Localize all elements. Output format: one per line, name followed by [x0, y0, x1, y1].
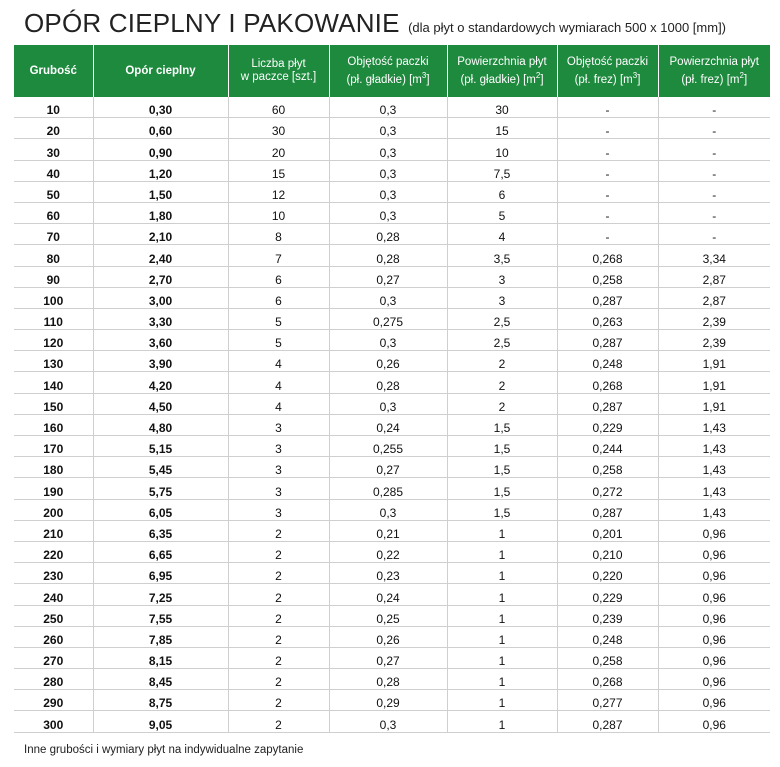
table-row — [14, 393, 770, 414]
col-pack-volume-smooth-cell: 0,285 — [329, 478, 447, 499]
footer-note: Inne grubości i wymiary płyt na indywidualne zapytanie — [24, 744, 304, 756]
col-boards-per-pack-cell: 2 — [228, 647, 329, 668]
col-board-area-smooth-cell: 1 — [447, 626, 557, 647]
col-thickness-cell: 150 — [14, 393, 93, 414]
col-thermal-resistance-cell: 8,75 — [93, 690, 228, 711]
col-thickness-cell: 120 — [14, 330, 93, 351]
col-thermal-resistance-cell: 7,85 — [93, 626, 228, 647]
col-board-area-milled-cell: 1,91 — [658, 351, 770, 372]
col-boards-per-pack-cell: 2 — [228, 520, 329, 541]
col-pack-volume-milled-cell: 0,287 — [557, 330, 658, 351]
col-thickness-header: Grubość — [14, 45, 93, 97]
col-board-area-milled-cell: - — [658, 202, 770, 223]
col-pack-volume-milled-cell: 0,239 — [557, 605, 658, 626]
col-boards-per-pack-cell: 3 — [228, 436, 329, 457]
col-board-area-milled-cell: 1,43 — [658, 414, 770, 435]
col-pack-volume-milled-cell: 0,287 — [557, 711, 658, 732]
table-row — [14, 245, 770, 266]
col-thermal-resistance-cell: 3,60 — [93, 330, 228, 351]
table-row — [14, 139, 770, 160]
col-thickness-cell: 250 — [14, 605, 93, 626]
col-board-area-milled-cell: - — [658, 224, 770, 245]
col-board-area-smooth-cell: 1 — [447, 541, 557, 562]
col-pack-volume-smooth-cell: 0,275 — [329, 308, 447, 329]
col-thermal-resistance-cell: 5,45 — [93, 457, 228, 478]
col-boards-per-pack-cell: 30 — [228, 118, 329, 139]
col-boards-per-pack-cell: 2 — [228, 563, 329, 584]
col-board-area-smooth-cell: 5 — [447, 202, 557, 223]
col-pack-volume-milled-cell: 0,263 — [557, 308, 658, 329]
col-boards-per-pack-cell: 20 — [228, 139, 329, 160]
col-boards-per-pack-cell: 3 — [228, 478, 329, 499]
page-title: OPÓR CIEPLNY I PAKOWANIE — [24, 8, 400, 38]
table-row — [14, 181, 770, 202]
col-pack-volume-milled-header: Objętość paczki (pł. frez) $[m^3]$ — [557, 45, 658, 97]
col-thermal-resistance-cell: 8,45 — [93, 669, 228, 690]
col-boards-per-pack-cell: 6 — [228, 266, 329, 287]
col-board-area-smooth-cell: 7,5 — [447, 160, 557, 181]
col-board-area-milled-cell: 0,96 — [658, 584, 770, 605]
table-row — [14, 436, 770, 457]
col-pack-volume-smooth-cell: 0,26 — [329, 351, 447, 372]
col-board-area-smooth-cell: 3 — [447, 287, 557, 308]
col-pack-volume-milled-cell: 0,268 — [557, 669, 658, 690]
col-thermal-resistance-cell: 9,05 — [93, 711, 228, 732]
col-board-area-milled-cell: 2,87 — [658, 287, 770, 308]
col-thickness-cell: 220 — [14, 541, 93, 562]
col-board-area-smooth-cell: 1,5 — [447, 457, 557, 478]
col-board-area-smooth-cell: 1,5 — [447, 414, 557, 435]
col-thermal-resistance-cell: 4,20 — [93, 372, 228, 393]
col-board-area-smooth-cell: 1,5 — [447, 478, 557, 499]
col-thermal-resistance-cell: 8,15 — [93, 647, 228, 668]
col-board-area-milled-cell: 0,96 — [658, 520, 770, 541]
col-thermal-resistance-cell: 2,70 — [93, 266, 228, 287]
col-board-area-smooth-cell: 10 — [447, 139, 557, 160]
col-pack-volume-milled-cell: 0,287 — [557, 393, 658, 414]
col-board-area-milled-cell: 1,91 — [658, 372, 770, 393]
col-thermal-resistance-cell: 7,55 — [93, 605, 228, 626]
col-boards-per-pack-cell: 60 — [228, 97, 329, 118]
table-row — [14, 626, 770, 647]
table-row — [14, 266, 770, 287]
col-pack-volume-smooth-cell: 0,25 — [329, 605, 447, 626]
col-thickness-cell: 50 — [14, 181, 93, 202]
col-pack-volume-milled-cell: - — [557, 224, 658, 245]
col-board-area-milled-cell: - — [658, 118, 770, 139]
col-boards-per-pack-cell: 2 — [228, 626, 329, 647]
col-boards-per-pack-cell: 2 — [228, 669, 329, 690]
col-thickness-cell: 240 — [14, 584, 93, 605]
col-thermal-resistance-cell: 6,35 — [93, 520, 228, 541]
table-row — [14, 372, 770, 393]
col-thickness-cell: 230 — [14, 563, 93, 584]
col-board-area-milled-cell: 1,43 — [658, 499, 770, 520]
col-pack-volume-smooth-cell: 0,28 — [329, 372, 447, 393]
col-board-area-smooth-cell: 1 — [447, 711, 557, 732]
col-thermal-resistance-cell: 1,50 — [93, 181, 228, 202]
col-board-area-milled-cell: 0,96 — [658, 605, 770, 626]
table-row — [14, 414, 770, 435]
col-thermal-resistance-cell: 4,50 — [93, 393, 228, 414]
col-board-area-milled-cell: 1,43 — [658, 436, 770, 457]
col-pack-volume-smooth-cell: 0,3 — [329, 97, 447, 118]
col-pack-volume-milled-cell: 0,258 — [557, 457, 658, 478]
table-body — [14, 97, 770, 732]
table-row — [14, 160, 770, 181]
col-board-area-milled-cell: - — [658, 139, 770, 160]
col-boards-per-pack-cell: 5 — [228, 308, 329, 329]
col-board-area-smooth-cell: 30 — [447, 97, 557, 118]
col-thickness-cell: 130 — [14, 351, 93, 372]
col-boards-per-pack-cell: 2 — [228, 711, 329, 732]
col-boards-per-pack-cell: 3 — [228, 499, 329, 520]
col-thickness-cell: 300 — [14, 711, 93, 732]
col-thermal-resistance-cell: 3,90 — [93, 351, 228, 372]
col-board-area-milled-cell: 1,43 — [658, 457, 770, 478]
col-thickness-cell: 30 — [14, 139, 93, 160]
col-board-area-smooth-cell: 1 — [447, 669, 557, 690]
col-thermal-resistance-cell: 0,90 — [93, 139, 228, 160]
col-pack-volume-smooth-cell: 0,3 — [329, 330, 447, 351]
col-board-area-smooth-cell: 3 — [447, 266, 557, 287]
col-board-area-smooth-cell: 2,5 — [447, 308, 557, 329]
col-board-area-smooth-cell: 3,5 — [447, 245, 557, 266]
table-row — [14, 118, 770, 139]
col-boards-per-pack-cell: 6 — [228, 287, 329, 308]
col-board-area-smooth-cell: 1 — [447, 647, 557, 668]
col-board-area-milled-cell: 0,96 — [658, 541, 770, 562]
col-boards-per-pack-cell: 5 — [228, 330, 329, 351]
col-pack-volume-milled-cell: 0,248 — [557, 351, 658, 372]
col-board-area-milled-cell: - — [658, 181, 770, 202]
col-thickness-cell: 60 — [14, 202, 93, 223]
table-row — [14, 457, 770, 478]
col-board-area-smooth-cell: 15 — [447, 118, 557, 139]
col-board-area-smooth-cell: 1,5 — [447, 499, 557, 520]
col-thermal-resistance-cell: 3,30 — [93, 308, 228, 329]
col-thermal-resistance-cell: 7,25 — [93, 584, 228, 605]
table-row — [14, 605, 770, 626]
col-pack-volume-smooth-cell: 0,3 — [329, 393, 447, 414]
col-pack-volume-milled-cell: 0,229 — [557, 584, 658, 605]
table-row — [14, 647, 770, 668]
col-thermal-resistance-cell: 6,05 — [93, 499, 228, 520]
col-pack-volume-smooth-cell: 0,29 — [329, 690, 447, 711]
col-pack-volume-milled-cell: 0,229 — [557, 414, 658, 435]
col-board-area-milled-cell: 2,39 — [658, 308, 770, 329]
col-board-area-milled-cell: 0,96 — [658, 563, 770, 584]
col-boards-per-pack-cell: 2 — [228, 584, 329, 605]
col-boards-per-pack-cell: 2 — [228, 605, 329, 626]
col-pack-volume-smooth-cell: 0,3 — [329, 160, 447, 181]
col-thickness-cell: 200 — [14, 499, 93, 520]
col-boards-per-pack-cell: 4 — [228, 393, 329, 414]
table-row — [14, 690, 770, 711]
col-thermal-resistance-cell: 6,95 — [93, 563, 228, 584]
col-thickness-cell: 100 — [14, 287, 93, 308]
col-thickness-cell: 170 — [14, 436, 93, 457]
col-thermal-resistance-cell: 4,80 — [93, 414, 228, 435]
col-pack-volume-milled-cell: - — [557, 97, 658, 118]
col-pack-volume-smooth-cell: 0,27 — [329, 266, 447, 287]
table-row — [14, 584, 770, 605]
col-board-area-smooth-cell: 1 — [447, 690, 557, 711]
col-pack-volume-smooth-cell: 0,3 — [329, 711, 447, 732]
col-thickness-cell: 10 — [14, 97, 93, 118]
col-boards-per-pack-cell: 2 — [228, 541, 329, 562]
table-row — [14, 711, 770, 732]
col-thickness-cell: 180 — [14, 457, 93, 478]
col-pack-volume-smooth-cell: 0,24 — [329, 584, 447, 605]
table-row — [14, 97, 770, 118]
col-boards-per-pack-cell: 10 — [228, 202, 329, 223]
col-thermal-resistance-cell: 1,80 — [93, 202, 228, 223]
col-thickness-cell: 20 — [14, 118, 93, 139]
table-row — [14, 202, 770, 223]
col-pack-volume-smooth-cell: 0,3 — [329, 202, 447, 223]
col-pack-volume-smooth-cell: 0,23 — [329, 563, 447, 584]
col-boards-per-pack-cell: 3 — [228, 414, 329, 435]
col-pack-volume-milled-cell: 0,220 — [557, 563, 658, 584]
col-board-area-milled-cell: 2,39 — [658, 330, 770, 351]
col-board-area-milled-cell: - — [658, 97, 770, 118]
col-board-area-smooth-cell: 2 — [447, 393, 557, 414]
col-board-area-smooth-cell: 2 — [447, 351, 557, 372]
col-board-area-milled-cell: 0,96 — [658, 690, 770, 711]
col-thickness-cell: 80 — [14, 245, 93, 266]
col-board-area-milled-cell: 0,96 — [658, 711, 770, 732]
table-row — [14, 541, 770, 562]
col-thickness-cell: 40 — [14, 160, 93, 181]
col-thermal-resistance-cell: 5,75 — [93, 478, 228, 499]
col-pack-volume-smooth-cell: 0,27 — [329, 647, 447, 668]
col-board-area-milled-cell: - — [658, 160, 770, 181]
col-pack-volume-smooth-cell: 0,27 — [329, 457, 447, 478]
col-pack-volume-milled-cell: - — [557, 202, 658, 223]
col-thickness-cell: 90 — [14, 266, 93, 287]
col-boards-per-pack-cell: 4 — [228, 351, 329, 372]
col-pack-volume-smooth-cell: 0,26 — [329, 626, 447, 647]
col-pack-volume-smooth-cell: 0,255 — [329, 436, 447, 457]
col-pack-volume-milled-cell: - — [557, 118, 658, 139]
col-thermal-resistance-header: Opór cieplny — [93, 45, 228, 97]
col-boards-per-pack-header: Liczba płyt w paczce [szt.] — [228, 45, 329, 97]
col-thermal-resistance-cell: 0,60 — [93, 118, 228, 139]
col-pack-volume-milled-cell: 0,268 — [557, 245, 658, 266]
col-thermal-resistance-cell: 6,65 — [93, 541, 228, 562]
col-pack-volume-milled-cell: 0,272 — [557, 478, 658, 499]
col-thickness-cell: 280 — [14, 669, 93, 690]
col-pack-volume-milled-cell: 0,287 — [557, 499, 658, 520]
col-boards-per-pack-cell: 7 — [228, 245, 329, 266]
thermal-resistance-table — [14, 45, 770, 733]
col-pack-volume-smooth-cell: 0,3 — [329, 499, 447, 520]
col-board-area-milled-cell: 0,96 — [658, 669, 770, 690]
col-pack-volume-smooth-cell: 0,3 — [329, 139, 447, 160]
col-pack-volume-milled-cell: 0,277 — [557, 690, 658, 711]
col-board-area-smooth-header: Powierzchnia płyt (pł. gładkie) $[m^2]$ — [447, 45, 557, 97]
col-board-area-smooth-cell: 2 — [447, 372, 557, 393]
col-thickness-cell: 210 — [14, 520, 93, 541]
col-pack-volume-smooth-cell: 0,3 — [329, 118, 447, 139]
col-thermal-resistance-cell: 1,20 — [93, 160, 228, 181]
col-pack-volume-milled-cell: 0,248 — [557, 626, 658, 647]
table-row — [14, 224, 770, 245]
table-row — [14, 330, 770, 351]
col-boards-per-pack-cell: 4 — [228, 372, 329, 393]
col-board-area-milled-cell: 0,96 — [658, 626, 770, 647]
table-row — [14, 478, 770, 499]
table-row — [14, 669, 770, 690]
col-pack-volume-milled-cell: 0,287 — [557, 287, 658, 308]
col-board-area-smooth-cell: 1 — [447, 520, 557, 541]
table-row — [14, 308, 770, 329]
col-thickness-cell: 70 — [14, 224, 93, 245]
col-pack-volume-smooth-cell: 0,3 — [329, 287, 447, 308]
col-pack-volume-milled-cell: 0,210 — [557, 541, 658, 562]
col-pack-volume-milled-cell: - — [557, 181, 658, 202]
col-thickness-cell: 110 — [14, 308, 93, 329]
col-thermal-resistance-cell: 3,00 — [93, 287, 228, 308]
col-pack-volume-milled-cell: 0,244 — [557, 436, 658, 457]
col-pack-volume-smooth-header: Objętość paczki (pł. gładkie) $[m^3]$ — [329, 45, 447, 97]
col-boards-per-pack-cell: 15 — [228, 160, 329, 181]
col-pack-volume-milled-cell: 0,258 — [557, 647, 658, 668]
col-pack-volume-smooth-cell: 0,24 — [329, 414, 447, 435]
col-thermal-resistance-cell: 2,10 — [93, 224, 228, 245]
table-row — [14, 563, 770, 584]
col-pack-volume-milled-cell: 0,258 — [557, 266, 658, 287]
col-board-area-smooth-cell: 4 — [447, 224, 557, 245]
col-thickness-cell: 260 — [14, 626, 93, 647]
col-pack-volume-milled-cell: - — [557, 160, 658, 181]
col-pack-volume-smooth-cell: 0,28 — [329, 669, 447, 690]
col-boards-per-pack-cell: 3 — [228, 457, 329, 478]
table-row — [14, 287, 770, 308]
col-thickness-cell: 290 — [14, 690, 93, 711]
col-board-area-smooth-cell: 1 — [447, 605, 557, 626]
col-pack-volume-smooth-cell: 0,28 — [329, 245, 447, 266]
col-pack-volume-smooth-cell: 0,21 — [329, 520, 447, 541]
col-board-area-milled-cell: 0,96 — [658, 647, 770, 668]
col-pack-volume-milled-cell: 0,201 — [557, 520, 658, 541]
table-header-row — [14, 45, 770, 97]
col-pack-volume-milled-cell: - — [557, 139, 658, 160]
col-board-area-smooth-cell: 1,5 — [447, 436, 557, 457]
col-thickness-cell: 270 — [14, 647, 93, 668]
col-thickness-cell: 160 — [14, 414, 93, 435]
table-row — [14, 351, 770, 372]
col-pack-volume-smooth-cell: 0,28 — [329, 224, 447, 245]
col-board-area-smooth-cell: 1 — [447, 563, 557, 584]
col-pack-volume-smooth-cell: 0,3 — [329, 181, 447, 202]
col-thermal-resistance-cell: 0,30 — [93, 97, 228, 118]
col-boards-per-pack-cell: 2 — [228, 690, 329, 711]
col-board-area-milled-header: Powierzchnia płyt (pł. frez) $[m^2]$ — [658, 45, 770, 97]
col-thickness-cell: 140 — [14, 372, 93, 393]
table-row — [14, 520, 770, 541]
col-thermal-resistance-cell: 5,15 — [93, 436, 228, 457]
col-boards-per-pack-cell: 12 — [228, 181, 329, 202]
table-row — [14, 499, 770, 520]
col-thickness-cell: 190 — [14, 478, 93, 499]
col-boards-per-pack-cell: 8 — [228, 224, 329, 245]
page-subtitle: (dla płyt o standardowych wymiarach 500 x 1000 [mm]) — [408, 20, 727, 35]
col-board-area-smooth-cell: 6 — [447, 181, 557, 202]
col-board-area-milled-cell: 3,34 — [658, 245, 770, 266]
col-board-area-milled-cell: 1,43 — [658, 478, 770, 499]
col-board-area-milled-cell: 2,87 — [658, 266, 770, 287]
col-pack-volume-smooth-cell: 0,22 — [329, 541, 447, 562]
col-thermal-resistance-cell: 2,40 — [93, 245, 228, 266]
col-board-area-smooth-cell: 1 — [447, 584, 557, 605]
col-board-area-smooth-cell: 2,5 — [447, 330, 557, 351]
col-pack-volume-milled-cell: 0,268 — [557, 372, 658, 393]
col-board-area-milled-cell: 1,91 — [658, 393, 770, 414]
page-title-block — [24, 8, 726, 39]
